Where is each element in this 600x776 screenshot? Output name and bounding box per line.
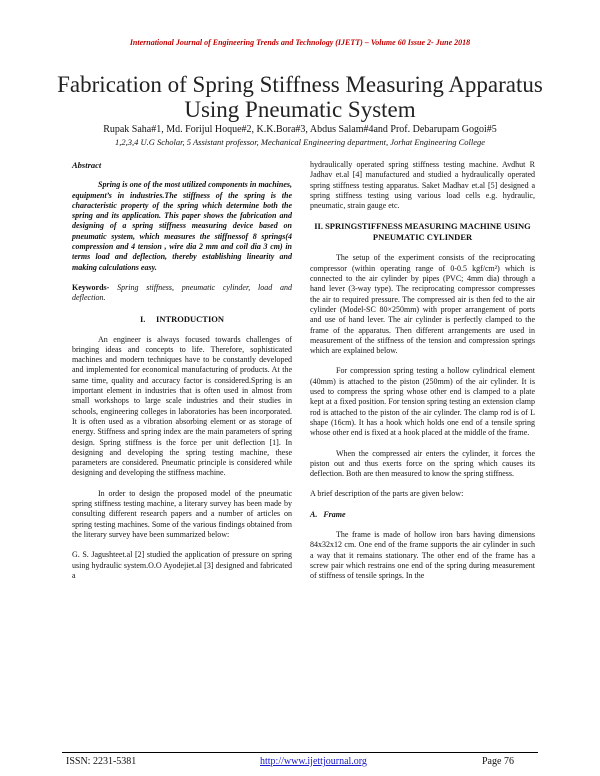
machine-paragraph-3: When the compressed air enters the cylinder, it forces the piston out and thus exerts force on the spring which causes its deflection. Both are then measured to know the spring stiffness. (310, 448, 535, 479)
keywords-label: Keywords- (72, 282, 110, 292)
right-column (310, 160, 535, 592)
machine-paragraph-4: A brief description of the parts are given below: (310, 489, 464, 499)
footer-issn: ISSN: 2231-5381 (66, 756, 137, 767)
intro-paragraph-3: G. S. Jagushteet.al [2] studied the application of pressure on spring using hydraulic system.O.O Ayodejiet.al [3] designed and fabricated a (72, 550, 292, 580)
section-heading-machine: II. SPRINGSTIFFNESS MEASURING MACHINE USING PNEUMATIC CYLINDER (314, 221, 531, 243)
author-list: Rupak Saha#1, Md. Forijul Hoque#2, K.K.Bora#3, Abdus Salam#4and Prof. Debarupam Gogoi#5 (103, 124, 497, 135)
keywords (72, 283, 292, 304)
right-paragraph-0: hydraulically operated spring stiffness testing machine. Avdhut R Jadhav et.al [4] manufactured and studied a hydraulically operated spring stiffness testing apparatus. Saket Madhav et.al [5] designed a spring stiffness testing using various load cells e.g. hydraulic, pneumatic, strain gauge etc. (310, 160, 535, 211)
section-heading-introduction: I. INTRODUCTION (139, 313, 225, 324)
footer-journal-link[interactable]: http://www.ijettjournal.org (260, 756, 367, 767)
keywords-text: Spring stiffness, pneumatic cylinder, load and deflection. (72, 282, 292, 303)
subsection-heading-frame: A. Frame (310, 509, 346, 519)
left-column (72, 160, 292, 591)
intro-paragraph-1: An engineer is always focused towards challenges of bringing ideas and concepts to life. Therefore, sophisticated machines and modern techniques have to be constantly developed and implemented for economical manufacturing of products. At the same time, quality and accuracy factor is considered.Spring is an important element in industries that is often used in almost from small workshops to large scale industries and their studies in schools, engineering colleges in laboratories has been incorporated. It is often used as a vibration absorbing element or as storage of energy. Stiffness and spring index are the main parameters of spring design. Spring stiffness is the force per unit deflection [1]. In designing and developing the spring testing machine, these parameters are considered. Pneumatic principle is considered while designing and developing the stiffness machine. (72, 334, 292, 478)
paper-title: Fabrication of Spring Stiffness Measuring Apparatus Using Pneumatic System (57, 72, 543, 122)
machine-paragraph-1: The setup of the experiment consists of the reciprocating compressor (within operating range of 0-0.5 kgf/cm²) which is connected to the air cylinder by pipes (PVC; 4mm dia) through a hand lever (3-way type). The reciprocating compressor compresses the air to required pressure. The compressed air is then fed to the air cylinder (Model-SC 80×250mm) with proper arrangement of ports and use of hand lever. The air cylinder is perfectly clamped to the frame of the apparatus. Then different arrangements are used in measurement of the stiffness of the tension and compression springs which are explained below. (310, 253, 535, 356)
intro-paragraph-2: In order to design the proposed model of the pneumatic spring stiffness testing machine, a literary survey has been made by consulting different research papers and a number of articles on spring testing machines. Some of the various findings obtained from the literary survey have been summarized below: (72, 488, 292, 539)
abstract-heading: Abstract (72, 160, 102, 170)
footer-divider (62, 752, 538, 753)
frame-paragraph: The frame is made of hollow iron bars having dimensions 84x32x12 cm. One end of the frame supports the air cylinder in such a way that it remains stationary. The other end of the frame has a screw pair which restrains one end of the spring during measurement of stiffness of tensile springs. In the (310, 530, 535, 581)
affiliation: 1,2,3,4 U.G Scholar, 5 Assistant professor, Mechanical Engineering department, Jorhat Engineering College (114, 137, 486, 147)
footer-page-number: Page 76 (482, 756, 514, 767)
abstract-body: Spring is one of the most utilized components in machines, equipment’s in industries.The stiffness of the spring is the characteristic property of the spring which determine both the spring and its application. This paper shows the fabrication and designing of a spring stiffness measuring device based on pneumatic system, which measures the stiffnessof 8 springs(4 compression and 4 tension , wire dia 2 mm and coil dia 3 cm) in terms load and deflection, thereby establishing linearity and making calculations easy. (72, 180, 292, 272)
journal-header: International Journal of Engineering Trends and Technology (IJETT) – Volume 60 Issue 2- June 2018 (129, 38, 471, 47)
machine-paragraph-2: For compression spring testing a hollow cylindrical element (40mm) is attached to the piston (250mm) of the air cylinder. It is used to compress the spring whose other end is clamped to a plate kept at a fixed position. For tension spring testing an extension clamp rod is attached to the piston of the air cylinder. The clamp rod is of L shape (16cm). It has a hook which holds one end of a tensile spring whose other end is fixed at a hook placed at the middle of the frame. (310, 366, 535, 438)
